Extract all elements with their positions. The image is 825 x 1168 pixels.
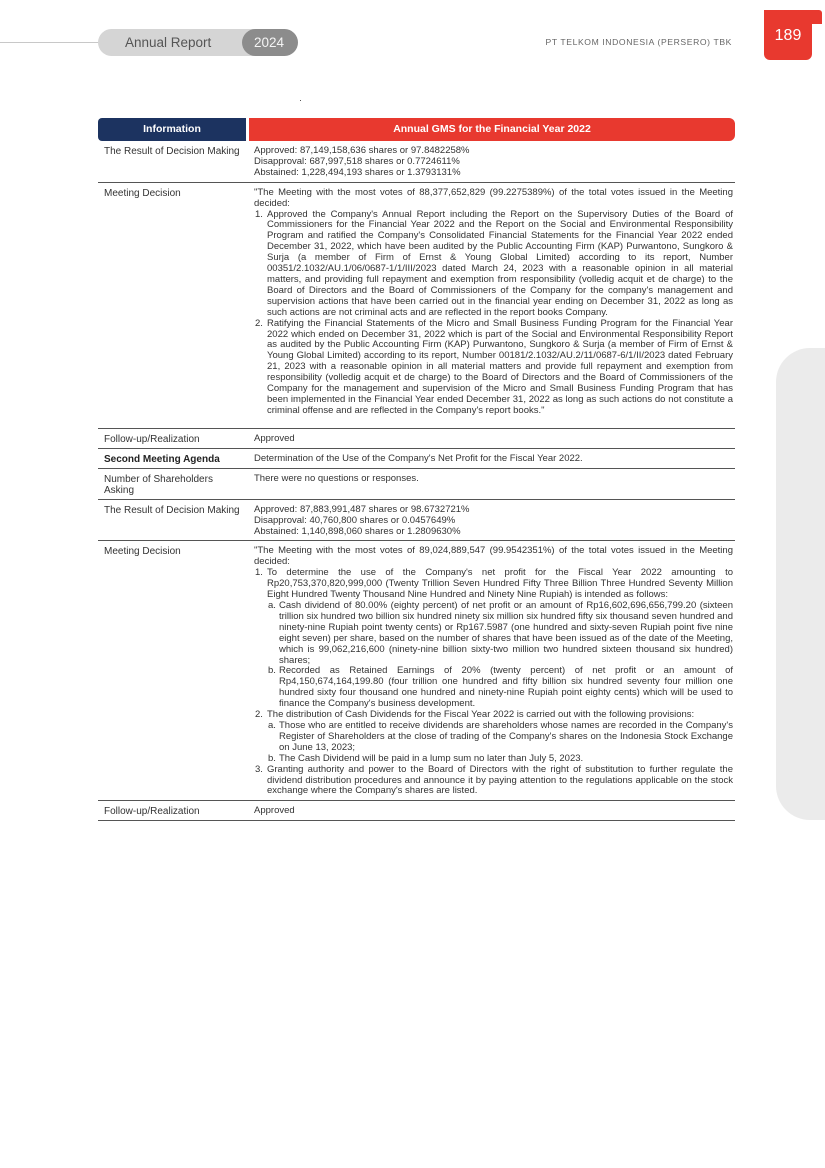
- list-text: Ratifying the Financial Statements of the Micro and Small Business Funding Program for the Financial Year 2022 which ended on December 31, 2022 which is part of the Social and Environmental Responsibility Report as audited by the Public Accounting Firm (KAP) Purwantono, Sungkoro & Surja (a member of Firm of Ernst & Young Global Limited) according to its report, Number 00181/2.1032/AU.2/11/0687-6/1/II/2023 dated February 21, 2023 with a reasonable opinion in all material matters and provide full repayment and exemption from responsibility (volledig acquit et de charge) to the Board of Directors and the Board of Commissioners of the Company for the management and supervision of the Micro and Small Business Funding Program that has been implemented in the Financial Year ended December 31, 2022 as long as such actions do not constitute a criminal offense and are reflected in the Company's report books.": [267, 317, 733, 416]
- list-item: [254, 210, 733, 319]
- row-value: There were no questions or responses.: [254, 472, 419, 484]
- list-item: [254, 710, 733, 765]
- list-text: Granting authority and power to the Board of Directors with the right of substitution to further regulate the dividend distribution procedures and announce it by paying attention to the regulations applicable on the stock exchange where the Company's shares are listed.: [267, 763, 733, 797]
- table-row: [98, 541, 735, 801]
- list-number: 1.: [255, 208, 263, 220]
- row-value: Determination of the Use of the Company's Net Profit for the Fiscal Year 2022.: [254, 452, 583, 464]
- list-text: Approved the Company's Annual Report including the Report on the Supervisory Duties of the Board of Commissioners for the Financial Year 2022 and the Report on the Social and Environmental Responsibility Program and ratified the Company's Consolidated Financial Statements for the Financial Year 2022 ended December 31, 2022, which have been audited by the Public Accounting Firm (KAP) Purwantono, Sungkoro & Surja (a member of Firm of Ernst & Young Global Limited) according to its report, Number 00351/2.1032/AU.1/06/0687-1/1/III/2023 dated March 24, 2023 with a reasonable opinion in all material matters, and providing full repayment and exemption from responsibility (volledig acquit et de charge) to the Board of Directors and the Board of Commissioners of the Company for the company's management and supervision actions that have been carried out in the financial year ending on December 31, 2022 as long as such actions are not criminal acts and are reflected in the report books Company.: [267, 208, 733, 318]
- report-label: Annual Report: [98, 29, 270, 56]
- sub-list-item: [267, 666, 733, 710]
- list-text: Cash dividend of 80.00% (eighty percent) of net profit or an amount of Rp16,602,696,656,799.20 (sixteen trillion six hundred two billion six hundred ninety six million six hundred fifty six thousand seven hundred and ninety-nine Rupiah point twenty cents) or Rp167.5987 (one hundred and sixty-seven Rupiah point five nine eight seven) per share, based on the number of shares that have been issued as of the date of the Meeting, which is 99,062,216,600 (ninety-nine billion sixty-two million two hundred sixteen thousand six hundred) shares;: [279, 600, 733, 666]
- row-label: Meeting Decision: [104, 187, 181, 199]
- list-number: 3.: [255, 763, 263, 775]
- table-row: [98, 429, 735, 449]
- row-label: Meeting Decision: [104, 546, 181, 558]
- list-number: 1.: [255, 567, 263, 579]
- table-header: [98, 118, 735, 141]
- list-number: b.: [268, 752, 276, 764]
- vote-disapproval: Disapproval: 687,997,518 shares or 0.7724611%: [254, 155, 460, 167]
- stray-dot: [300, 100, 301, 101]
- header-information: Information: [98, 118, 246, 141]
- row-value: Approved: [254, 805, 295, 817]
- row-label: Follow-up/Realization: [104, 433, 200, 445]
- gms-table: [98, 118, 735, 821]
- report-year: 2024: [242, 29, 298, 56]
- table-row: [98, 183, 735, 429]
- row-label: The Result of Decision Making: [104, 504, 240, 516]
- table-row: [98, 141, 735, 183]
- row-value: [250, 183, 735, 420]
- row-label: Second Meeting Agenda: [104, 453, 220, 465]
- row-value: [250, 541, 735, 800]
- row-value: [250, 141, 735, 182]
- vote-approved: Approved: 87,149,158,636 shares or 97.8482258%: [254, 145, 470, 156]
- table-row: [98, 469, 735, 500]
- header-rule: [0, 42, 110, 43]
- company-name: PT TELKOM INDONESIA (PERSERO) TBK: [545, 37, 732, 47]
- list-number: a.: [268, 600, 276, 611]
- list-item: [254, 765, 733, 798]
- table-row: [98, 500, 735, 542]
- sub-list-item: [267, 721, 733, 754]
- decision-intro: "The Meeting with the most votes of 88,377,652,829 (99.2275389%) of the total votes issued in the Meeting decided:: [254, 186, 733, 209]
- vote-abstained: Abstained: 1,140,898,060 shares or 1.2809630%: [254, 525, 461, 537]
- list-number: b.: [268, 665, 276, 677]
- sub-list: [267, 721, 733, 765]
- vote-disapproval: Disapproval: 40,760,800 shares or 0.0457649%: [254, 514, 456, 526]
- list-text: Recorded as Retained Earnings of 20% (twenty percent) of net profit or an amount of Rp4,150,674,164,199.80 (four trillion one hundred and fifty billion six hundred seventy four million one hundred sixty four thousand one hundred and ninety-nine Rupiah point eighty cents) which will be used to finance the Company's business development.: [279, 665, 733, 710]
- row-value: [250, 500, 735, 541]
- list-item: [254, 319, 733, 417]
- sub-list-item: [267, 601, 733, 666]
- table-row: [98, 801, 735, 821]
- list-item: [254, 568, 733, 710]
- row-label: The Result of Decision Making: [104, 146, 240, 157]
- row-label: Number of Shareholders Asking: [104, 473, 213, 496]
- list-text: The distribution of Cash Dividends for the Fiscal Year 2022 is carried out with the following provisions:: [267, 709, 695, 721]
- list-text: The Cash Dividend will be paid in a lump sum no later than July 5, 2023.: [279, 752, 584, 764]
- page-number-tab: [764, 10, 812, 60]
- row-value: Approved: [254, 432, 295, 444]
- sub-list: [267, 601, 733, 710]
- decision-list: [254, 568, 733, 797]
- table-row: [98, 449, 735, 469]
- list-number: 2.: [255, 709, 263, 721]
- row-label: Follow-up/Realization: [104, 806, 200, 818]
- header-annual-gms: Annual GMS for the Financial Year 2022: [249, 118, 735, 141]
- page-number: 189: [764, 10, 812, 60]
- side-decoration: [776, 348, 825, 820]
- list-number: 2.: [255, 317, 263, 329]
- list-text: Those who are entitled to receive dividends are shareholders whose names are recorded in the Company's Register of Shareholders at the close of trading of the Company's shares on the Indonesia Stock Exchange on June 13, 2023;: [279, 719, 733, 753]
- list-text: To determine the use of the Company's net profit for the Fiscal Year 2022 amounting to Rp20,753,370,820,999,000 (Twenty Trillion Seven Hundred Fifty Three Billion Three Hundred Seventy Million Eight Hundred Twenty Thousand Nine Hundred and Ninety Nine Rupiah) is intended as follows:: [267, 567, 733, 601]
- list-number: a.: [268, 719, 276, 731]
- vote-approved: Approved: 87,883,991,487 shares or 98.6732721%: [254, 503, 470, 515]
- decision-list: [254, 210, 733, 417]
- decision-intro: "The Meeting with the most votes of 89,024,889,547 (99.9542351%) of the total votes issued in the Meeting decided:: [254, 545, 733, 568]
- vote-abstained: Abstained: 1,228,494,193 shares or 1.3793131%: [254, 166, 461, 178]
